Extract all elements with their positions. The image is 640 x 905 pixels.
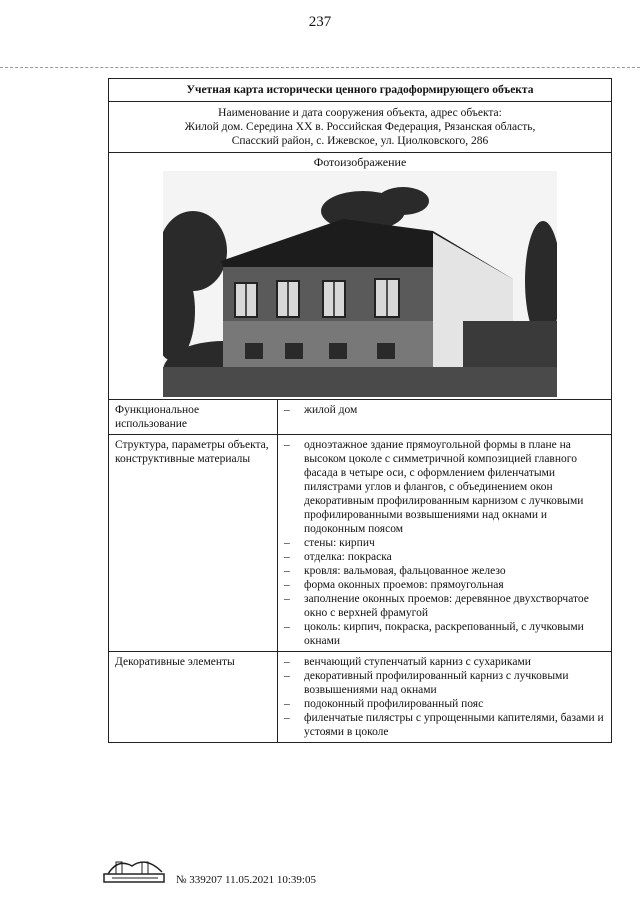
dash-marker: – [284, 565, 290, 577]
object-name-block [109, 102, 612, 153]
list-item: – одноэтажное здание прямоугольной формы в плане на высоком цоколе с симметричной композицией главного фасада в четыре оси, с оформлением филенчатыми пилястрами углов и флангов, с объединением окон декоративным профилированным карнизом с лучковыми профилированными возвышениями над окнами и подоконным поясом [284, 439, 584, 535]
row-value [278, 652, 612, 743]
list-item: – декоративный профилированный карниз с лучковыми возвышениями над окнами [284, 670, 569, 696]
photo-label: Фотоизображение [313, 155, 407, 169]
object-name-line: Наименование и дата сооружения объекта, адрес объекта: [218, 107, 502, 119]
list-item: – жилой дом [284, 404, 358, 416]
scan-divider [0, 67, 640, 68]
dash-marker: – [284, 551, 290, 563]
dash-marker: – [284, 579, 290, 591]
government-stamp-icon [102, 852, 168, 886]
dash-marker: – [284, 593, 290, 605]
list-item: – заполнение оконных проемов: деревянное двухстворчатое окно с верхней фрамугой [284, 593, 589, 619]
dash-marker: – [284, 670, 290, 682]
object-name-line: Жилой дом. Середина XX в. Российская Федерация, Рязанская область, [184, 121, 536, 133]
dash-marker: – [284, 404, 290, 416]
photo-cell [109, 153, 612, 400]
row-label: Структура, параметры объекта, конструктивные материалы [109, 435, 278, 652]
dash-marker: – [284, 621, 290, 633]
building-photo [163, 171, 557, 397]
document-registration-stamp: № 339207 11.05.2021 10:39:05 [176, 874, 316, 886]
row-label: Декоративные элементы [109, 652, 278, 743]
dash-marker: – [284, 439, 290, 451]
list-item: – подоконный профилированный пояс [284, 698, 484, 710]
object-name-line: Спасский район, с. Ижевское, ул. Циолковского, 286 [231, 135, 489, 147]
row-value [278, 400, 612, 435]
list-item: – отделка: покраска [284, 551, 392, 563]
list-item: – венчающий ступенчатый карниз с сухариками [284, 656, 531, 668]
dash-marker: – [284, 537, 290, 549]
page-number: 237 [308, 14, 332, 30]
dash-marker: – [284, 698, 290, 710]
registration-card-table [108, 78, 612, 743]
dash-marker: – [284, 656, 290, 668]
dash-marker: – [284, 712, 290, 724]
list-item: – филенчатые пилястры с упрощенными капителями, базами и устоями в цоколе [284, 712, 604, 738]
list-item: – цоколь: кирпич, покраска, раскрепованный, с лучковыми окнами [284, 621, 584, 647]
list-item: – кровля: вальмовая, фальцованное железо [284, 565, 506, 577]
card-title: Учетная карта исторически ценного градоформирующего объекта [109, 79, 612, 102]
row-label: Функциональное использование [109, 400, 278, 435]
list-item: – форма оконных проемов: прямоугольная [284, 579, 504, 591]
list-item: – стены: кирпич [284, 537, 375, 549]
row-value [278, 435, 612, 652]
